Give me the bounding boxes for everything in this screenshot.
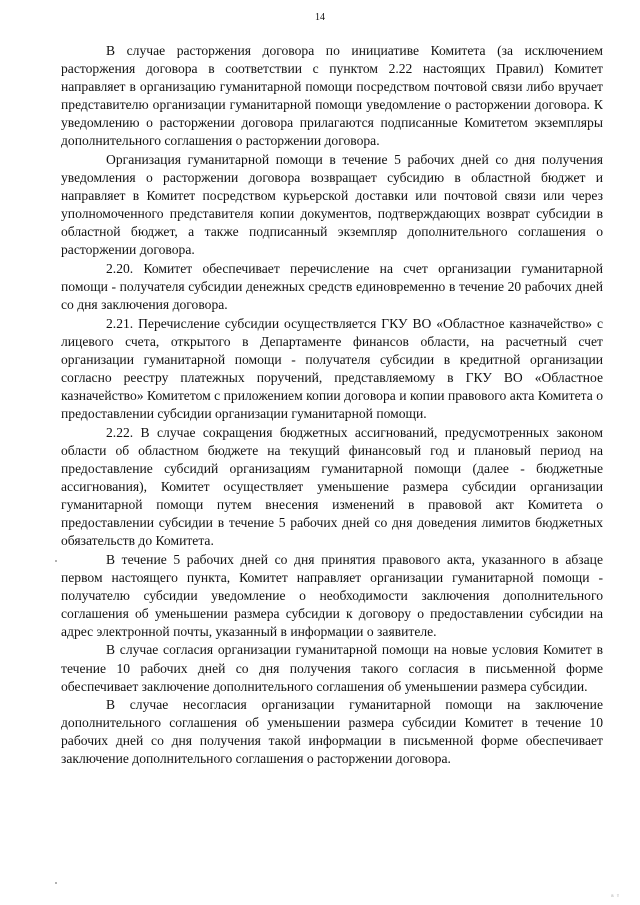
paragraph-termination-notice: В случае расторжения договора по инициативе Комитета (за исключением расторжения договора в соответствии с пунктом 2.22 настоящих Правил) Комитет направляет в организацию гуманитарной помощи посредством почтовой связи либо вручает представителю организации гуманитарной помощи уведомление о расторжении договора. К уведомлению о расторжении договора прилагаются подписанные Комитетом экземпляры дополнительного соглашения о расторжении договора. [61,43,603,149]
paragraph-consent: В случае согласия организации гуманитарной помощи на новые условия Комитет в течение 10 рабочих дней со дня получения такого согласия в письменной форме обеспечивает заключение дополнительного соглашения об уменьшении размера субсидии. [61,642,603,694]
paragraph-2-21: 2.21. Перечисление субсидии осуществляется ГКУ ВО «Областное казначейство» с лицевого счета, открытого в Департаменте финансов области, на расчетный счет организации гуманитарной помощи - получателя субсидии в кредитной организации согласно реестру платежных поручений, представляемому в ГКУ ВО «Областное казначейство» Комитетом с приложением копии договора и копии правового акта Комитета о предоставлении субсидии организации гуманитарной помощи. [61,315,603,422]
page-number: 14 [315,12,325,23]
scan-speck [55,560,57,562]
document-body [61,42,603,769]
corner-mark: в т [611,894,620,899]
paragraph-2-22: 2.22. В случае сокращения бюджетных ассигнований, предусмотренных законом области об областном бюджете на текущий финансовый год и плановый период на предоставление субсидий организациям гуманитарной помощи (далее - бюджетные ассигнования), Комитет осуществляет уменьшение размера субсидии организации гуманитарной помощи путем внесения изменений в правовой акт Комитета о предоставлении субсидии в течение 5 рабочих дней со дня доведения лимитов бюджетных обязательств до Комитета. [61,424,603,549]
paragraph-notification: В течение 5 рабочих дней со дня принятия правового акта, указанного в абзаце первом настоящего пункта, Комитет направляет организации гуманитарной помощи - получателю субсидии уведомление о необходимости заключения дополнительного соглашения об уменьшении размера субсидии к договору о предоставлении субсидии на адрес электронной почты, указанный в информации о заявителе. [61,551,603,639]
paragraph-2-20: 2.20. Комитет обеспечивает перечисление на счет организации гуманитарной помощи - получателя субсидии денежных средств единовременно в течение 20 рабочих дней со дня заключения договора. [61,260,603,313]
paragraph-subsidy-return: Организация гуманитарной помощи в течение 5 рабочих дней со дня получения уведомления о расторжении договора возвращает субсидию в областной бюджет и направляет в Комитет посредством курьерской доставки или почтовой связи или через уполномоченного представителя копии документов, подтверждающих возврат субсидии в областной бюджет, а также подписанный экземпляр дополнительного соглашения о расторжении договора. [61,151,603,258]
scan-speck [55,882,57,884]
paragraph-disagreement: В случае несогласия организации гуманитарной помощи на заключение дополнительного соглашения об уменьшении размера субсидии Комитет в течение 10 рабочих дней со дня получения такой информации в письменной форме обеспечивает заключение дополнительного соглашения о расторжении договора. [61,697,603,767]
